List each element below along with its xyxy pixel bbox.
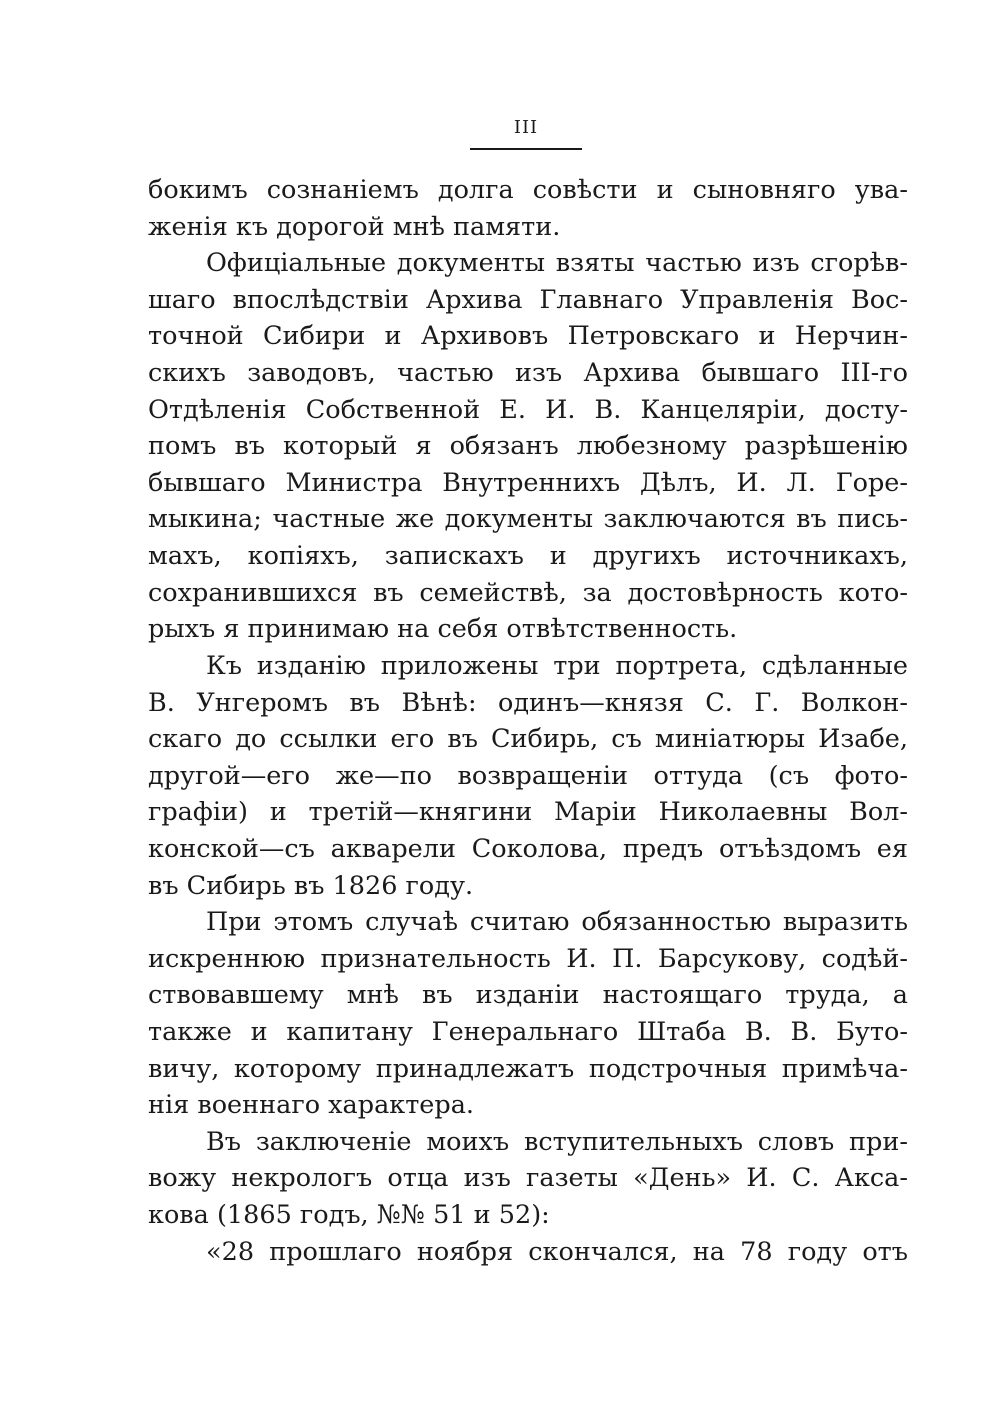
text-line: кова (1865 годъ, №№ 51 и 52): [148,1200,550,1231]
text-line: ствовавшему мнѣ въ изданіи настоящаго труда, а [148,980,908,1011]
text-line: точной Сибири и Архивовъ Петровскаго и Нерчин- [148,321,908,352]
text-line: мыкина; частные же документы заключаются въ пись- [148,504,908,535]
text-line: В. Унгеромъ въ Вѣнѣ: одинъ—князя С. Г. Волкон- [148,687,908,718]
text-line: Офиціальные документы взяты частью изъ сгорѣв- [206,248,908,279]
text-line: графіи) и третій—княгини Маріи Николаевны Вол- [148,797,908,828]
text-line: нія военнаго характера. [148,1090,475,1121]
page-number: III [513,117,539,138]
text-line: сохранившихся въ семействѣ, за достовѣрность кото- [148,577,908,608]
text-line: При этомъ случаѣ считаю обязанностью выразить [206,907,908,938]
text-line: «28 прошлаго ноября скончался, на 78 году отъ [206,1236,908,1267]
body-text [148,172,908,1270]
text-line: другой—его же—по возвращеніи оттуда (съ фото- [148,760,908,791]
text-line: скаго до ссылки его въ Сибирь, съ миніатюры Изабе, [148,724,908,755]
text-line: искреннюю признательность И. П. Барсукову, содѣй- [148,943,908,974]
text-line: въ Сибирь въ 1826 году. [148,870,474,901]
text-line: Къ изданію приложены три портрета, сдѣланные [206,650,908,681]
text-line: женія къ дорогой мнѣ памяти. [148,211,561,242]
text-line: шаго впослѣдствіи Архива Главнаго Управленія Вос- [148,284,908,315]
text-line: рыхъ я принимаю на себя отвѣтственность. [148,614,738,645]
text-line: также и капитану Генеральнаго Штаба В. В. Буто- [148,1017,908,1048]
text-line: вичу, которому принадлежатъ подстрочныя примѣча- [148,1053,908,1084]
text-line: Отдѣленія Собственной Е. И. В. Канцеляріи, досту- [148,394,908,425]
text-line: бывшаго Министра Внутреннихъ Дѣлъ, И. Л. Горе- [148,467,908,498]
text-line: Въ заключеніе моихъ вступительныхъ словъ при- [206,1126,908,1157]
text-line: вожу некрологъ отца изъ газеты «День» И. С. Акса- [148,1163,908,1194]
text-line: скихъ заводовъ, частью изъ Архива бывшаго III-го [148,358,908,389]
text-line: конской—съ акварели Соколова, предъ отъѣздомъ ея [148,833,908,864]
text-line: бокимъ сознаніемъ долга совѣсти и сыновняго ува- [148,175,908,205]
text-line: помъ въ который я обязанъ любезному разрѣшенію [148,431,908,462]
header-rule [470,148,582,150]
text-line: махъ, копіяхъ, запискахъ и другихъ источникахъ, [148,541,908,572]
